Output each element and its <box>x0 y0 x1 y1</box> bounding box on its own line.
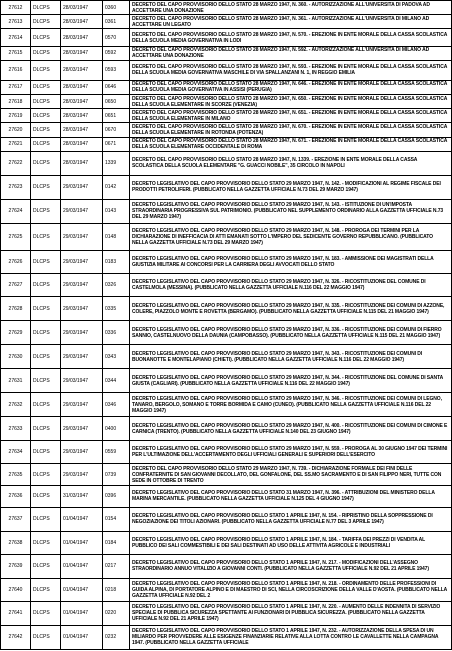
table-row <box>1 15 452 29</box>
record-id-cell: 27641 <box>1 601 31 625</box>
record-id-cell: 27637 <box>1 507 31 531</box>
act-type-cell: DLCPS <box>31 94 61 108</box>
table-row <box>1 274 452 297</box>
act-number-cell: 0336 <box>103 321 130 345</box>
act-type-cell: DLCPS <box>31 123 61 137</box>
table-row <box>1 417 452 441</box>
record-id-cell: 27618 <box>1 94 31 108</box>
act-number-cell: 0218 <box>103 578 130 601</box>
table-row <box>1 46 452 60</box>
table-row <box>1 80 452 94</box>
record-id-cell: 27639 <box>1 554 31 578</box>
table-row <box>1 94 452 108</box>
record-id-cell: 27623 <box>1 175 31 199</box>
act-number-cell: 0360 <box>103 1 130 15</box>
act-date-cell: 01/04/1947 <box>61 578 103 601</box>
act-date-cell: 31/03/1947 <box>61 486 103 508</box>
act-date-cell: 29/03/1947 <box>61 297 103 321</box>
act-number-cell: 1339 <box>103 151 130 175</box>
record-id-cell: 27614 <box>1 29 31 46</box>
record-id-cell: 27627 <box>1 274 31 297</box>
act-date-cell: 28/03/1947 <box>61 123 103 137</box>
act-number-cell: 0343 <box>103 345 130 369</box>
table-row <box>1 601 452 625</box>
act-number-cell: 0396 <box>103 486 130 508</box>
act-date-cell: 29/03/1947 <box>61 274 103 297</box>
record-id-cell: 27624 <box>1 199 31 223</box>
act-type-cell: DLCPS <box>31 464 61 486</box>
record-id-cell: 27615 <box>1 46 31 60</box>
record-id-cell: 27635 <box>1 464 31 486</box>
table-row <box>1 464 452 486</box>
act-title-cell: DECRETO DEL CAPO PROVVISORIO DELLO STATO 28 MARZO 1947, N. 570. - EREZIONE IN ENTE MORALE DELLA CASSA SCOLASTICA DELLA SCUOLA MEDIA GOVERNATIVA IN LODI <box>130 29 452 46</box>
act-title-cell: DECRETO DEL CAPO PROVVISORIO DELLO STATO 28 MARZO 1947, N. 593. - EREZIONE IN ENTE MORALE DELLA CASSA SCOLASTICA DELLA SCUOLA MEDIA GOVERNATIVA MASCHILE DI VIA SPALLANZANI N. 1, IN REGGIO EMILIA <box>130 61 452 81</box>
act-date-cell: 28/03/1947 <box>61 29 103 46</box>
act-number-cell: 0651 <box>103 109 130 123</box>
record-id-cell: 27629 <box>1 321 31 345</box>
record-id-cell: 27613 <box>1 15 31 29</box>
table-row <box>1 61 452 81</box>
table-row <box>1 507 452 531</box>
record-id-cell: 27630 <box>1 345 31 369</box>
act-date-cell: 01/04/1947 <box>61 507 103 531</box>
act-type-cell: DLCPS <box>31 417 61 441</box>
record-id-cell: 27616 <box>1 61 31 81</box>
act-title-cell: DECRETO DEL CAPO PROVVISORIO DELLO STATO 28 MARZO 1947, N. 651. - EREZIONE IN ENTE MORALE DELLA CASSA SCOLASTICA DELLA SCUOLA ELEMENTARE IN MILANO <box>130 109 452 123</box>
record-id-cell: 27640 <box>1 578 31 601</box>
act-type-cell: DLCPS <box>31 601 61 625</box>
table-row <box>1 393 452 417</box>
act-type-cell: DLCPS <box>31 137 61 151</box>
table-row <box>1 554 452 578</box>
act-number-cell: 0592 <box>103 46 130 60</box>
act-number-cell: 0400 <box>103 417 130 441</box>
act-title-cell: DECRETO LEGISLATIVO DEL CAPO PROVVISORIO DELLO STATO 29 MARZO 1947, N. 344. - RICOSTITUZIONE DEL COMUNE DI SANTA GIUSTA (CAGLIARI). (PUBBLICATO NELLA GAZZETTA UFFICIALE N.116 DEL 22 MAGGIO 1947) <box>130 369 452 393</box>
act-number-cell: 0143 <box>103 199 130 223</box>
act-type-cell: DLCPS <box>31 46 61 60</box>
record-id-cell: 27620 <box>1 123 31 137</box>
record-id-cell: 27636 <box>1 486 31 508</box>
act-title-cell: DECRETO LEGISLATIVO DEL CAPO PROVVISORIO DELLO STATO 29 MARZO 1947, N. 143. - ISTITUZIONE DI UN'IMPOSTA STRAORDINARIA PROGRESSIVA SUL PATRIMONIO. (PUBBLICATO NEL SUPPLEMENTO ORDINARIO ALLA GAZZETTA UFFICIALE N.73 DEL 29 MARZO 1947) <box>130 199 452 223</box>
act-number-cell: 0183 <box>103 251 130 274</box>
act-date-cell: 29/03/1947 <box>61 321 103 345</box>
act-title-cell: DECRETO LEGISLATIVO DEL CAPO PROVVISORIO DELLO STATO 29 MARZO 1947, N. 326. - RICOSTITUZIONE DEL COMUNE DI CASTELMOLA (MESSINA). (PUBBLICATO NELLA GAZZETTA UFFICIALE N.116 DEL 22 MAGGIO 1947) <box>130 274 452 297</box>
record-id-cell: 27632 <box>1 393 31 417</box>
act-number-cell: 0570 <box>103 29 130 46</box>
act-number-cell: 0148 <box>103 223 130 250</box>
table-row <box>1 297 452 321</box>
act-title-cell: DECRETO LEGISLATIVO DEL CAPO PROVVISORIO DELLO STATO 29 MARZO 1947, N. 335. - RICOSTITUZIONE DEI COMUNI DI AZZONE, COLERE, PIAZZOLO MONTE E ROVETTA (BERGAMO). (PUBBLICATO NELLA GAZZETTA UFFICIALE N.115 DEL 21 MAGGIO 1947) <box>130 297 452 321</box>
act-type-cell: DLCPS <box>31 15 61 29</box>
act-date-cell: 29/03/1947 <box>61 417 103 441</box>
act-date-cell: 29/03/1947 <box>61 251 103 274</box>
act-number-cell: 0335 <box>103 297 130 321</box>
act-title-cell: DECRETO DEL CAPO PROVVISORIO DELLO STATO 28 MARZO 1947, N. 671. - EREZIONE IN ENTE MORALE DELLA CASSA SCOLASTICA DELLA SCUOLA ELEMENTARE OCCIDENTALE DI ROMA <box>130 137 452 151</box>
table-row <box>1 345 452 369</box>
act-title-cell: DECRETO LEGISLATIVO DEL CAPO PROVVISORIO DELLO STATO 29 MARZO 1947, N. 183. - AMMISSIONE DEI MAGISTRATI DELLA GIUSTIZIA MILITARE AI CONCORSI PER LA CARRIERA DEGLI AVVOCATI DELLO STATO <box>130 251 452 274</box>
act-date-cell: 29/03/1947 <box>61 175 103 199</box>
act-title-cell: DECRETO LEGISLATIVO DEL CAPO PROVVISORIO DELLO STATO 29 MARZO 1947, N. 148. - PROROGA DEI TERMINI PER LA DICHIARAZIONE DI INEFFICACIA DI ATTI EMANATI SOTTO L'IMPERO DEL SEDICENTE GOVERNO REPUBBLICANO. (PUBBLICATO NELLA GAZZETTA UFFICIALE N.73 DEL 29 MARZO 1947) <box>130 223 452 250</box>
act-date-cell: 28/03/1947 <box>61 80 103 94</box>
act-date-cell: 29/03/1947 <box>61 345 103 369</box>
act-date-cell: 29/03/1947 <box>61 393 103 417</box>
act-title-cell: DECRETO DEL CAPO PROVVISORIO DELLO STATO 28 MARZO 1947, N. 360. - AUTORIZZAZIONE ALL'UNIVERSITA DI PADOVA AD ACCETTARE UNA DONAZIONE <box>130 1 452 15</box>
act-type-cell: DLCPS <box>31 507 61 531</box>
record-id-cell: 27631 <box>1 369 31 393</box>
record-id-cell: 27622 <box>1 151 31 175</box>
act-number-cell: 0217 <box>103 554 130 578</box>
record-id-cell: 27617 <box>1 80 31 94</box>
act-title-cell: DECRETO DEL CAPO PROVVISORIO DELLO STATO 29 MARZO 1947, N. 739. - DICHIARAZIONE FORMALE DEI FINI DELLE CONFRATERNITE DI SAN GIOVANNI DECOLLATO, DEL GONFALONE, DEL SS.MO SACRAMENTO E DI SAN FILIPPO NERI, TUTTE CON SEDE IN OTTOBRE DI TRENTO <box>130 464 452 486</box>
act-number-cell: 0184 <box>103 531 130 554</box>
table-row <box>1 175 452 199</box>
act-type-cell: DLCPS <box>31 109 61 123</box>
act-number-cell: 0671 <box>103 137 130 151</box>
act-date-cell: 28/03/1947 <box>61 1 103 15</box>
act-number-cell: 0344 <box>103 369 130 393</box>
act-date-cell: 28/03/1947 <box>61 94 103 108</box>
act-type-cell: DLCPS <box>31 274 61 297</box>
table-row <box>1 199 452 223</box>
act-title-cell: DECRETO DEL CAPO PROVVISORIO DELLO STATO 28 MARZO 1947, N. 361. - AUTORIZZAZIONE ALL'UNIVERSITA DI MILANO AD ACCETTARE UN LEGATO <box>130 15 452 29</box>
record-id-cell: 27634 <box>1 441 31 464</box>
record-id-cell: 27619 <box>1 109 31 123</box>
act-title-cell: DECRETO LEGISLATIVO DEL CAPO PROVVISORIO DELLO STATO 29 MARZO 1947, N. 336. - RICOSTITUZIONE DEI COMUNI DI FIERRO SANNIO, CASTELNUOVO DELLA DAUNIA (CAMPOBASSO). (PUBBLICATO NELLA GAZZETTA UFFICIALE N.115 DEL 21 MAGGIO 1947) <box>130 321 452 345</box>
act-type-cell: DLCPS <box>31 578 61 601</box>
act-type-cell: DLCPS <box>31 151 61 175</box>
record-id-cell: 27628 <box>1 297 31 321</box>
act-type-cell: DLCPS <box>31 531 61 554</box>
act-type-cell: DLCPS <box>31 345 61 369</box>
act-title-cell: DECRETO LEGISLATIVO DEL CAPO PROVVISORIO DELLO STATO 1 APRILE 1947, N. 218. - ORDINAMENTO DELLE PROFESSIONI DI GUIDA ALPINA, DI PORTATORE ALPINO E DI MAESTRO DI SCI, NELLA CIRCOSCRIZIONE DELLA VALLE D'AOSTA. (PUBBLICATO NELLA GAZZETTA UFFICIALE N.92 DEL 2 <box>130 578 452 601</box>
act-type-cell: DLCPS <box>31 175 61 199</box>
act-title-cell: DECRETO DEL CAPO PROVVISORIO DELLO STATO 28 MARZO 1947, N. 1339. - EREZIONE IN ENTE MORALE DELLA CASSA SCOLASTICA DELLA SCUOLA ELEMENTARE "G. GUACCI NOBILE", 35 CIRCOLO IN NAPOLI <box>130 151 452 175</box>
act-date-cell: 29/03/1947 <box>61 464 103 486</box>
act-date-cell: 28/03/1947 <box>61 61 103 81</box>
act-title-cell: DECRETO LEGISLATIVO DEL CAPO PROVVISORIO DELLO STATO 29 MARZO 1947, N. 346. - RICOSTITUZIONE DEI COMUNI DI LEGNO, TANARO, BERGOLO, SOMANO E TORRE BORMIDA E CAMO (CUNEO). (PUBBLICATO NELLA GAZZETTA UFFICIALE N.116 DEL 22 MAGGIO 1947) <box>130 393 452 417</box>
act-type-cell: DLCPS <box>31 29 61 46</box>
act-date-cell: 01/04/1947 <box>61 554 103 578</box>
act-title-cell: DECRETO LEGISLATIVO DEL CAPO PROVVISORIO DELLO STATO 29 MARZO 1947, N. 142. - MODIFICAZIONI AL REGIME FISCALE DEI PRODOTTI PETROLIFERI. (PUBBLICATO NELLA GAZZETTA UFFICIALE N.73 DEL 29 MARZO 1947) <box>130 175 452 199</box>
act-date-cell: 28/03/1947 <box>61 46 103 60</box>
act-title-cell: DECRETO LEGISLATIVO DEL CAPO PROVVISORIO DELLO STATO 1 APRILE 1947, N. 232. - AUTORIZZAZIONE DELLA SPESA DI UN MILIARDO PER PROVVEDERE ALLE ESIGENZE FINANZIARIE RELATIVE ALLA LOTTA CONTRO LE CAVALLETTE NELLA CAMPAGNA 1947. (PUBBLICATO NELLA GAZZETTA UFFICIALE <box>130 625 452 649</box>
act-type-cell: DLCPS <box>31 441 61 464</box>
table-row <box>1 151 452 175</box>
act-date-cell: 29/03/1947 <box>61 199 103 223</box>
table-row <box>1 486 452 508</box>
act-number-cell: 0361 <box>103 15 130 29</box>
table-row <box>1 441 452 464</box>
act-number-cell: 0346 <box>103 393 130 417</box>
act-title-cell: DECRETO LEGISLATIVO DEL CAPO PROVVISORIO DELLO STATO 29 MARZO 1947, N. 343. - RICOSTITUZIONE DEI COMUNI DI BUONANOTTE E MONTELAPIANO (CHIETI). (PUBBLICATO NELLA GAZZETTA UFFICIALE N.116 DEL 22 MAGGIO 1947) <box>130 345 452 369</box>
act-title-cell: DECRETO DEL CAPO PROVVISORIO DELLO STATO 28 MARZO 1947, N. 670. - EREZIONE IN ENTE MORALE DELLA CASSA SCOLASTICA DELLA SCUOLA ELEMENTARE IN ROTONDA (POTENZA) <box>130 123 452 137</box>
act-type-cell: DLCPS <box>31 61 61 81</box>
act-date-cell: 01/04/1947 <box>61 531 103 554</box>
decree-table-body <box>1 1 452 650</box>
record-id-cell: 27621 <box>1 137 31 151</box>
act-number-cell: 0154 <box>103 507 130 531</box>
act-number-cell: 0142 <box>103 175 130 199</box>
act-type-cell: DLCPS <box>31 297 61 321</box>
act-type-cell: DLCPS <box>31 369 61 393</box>
act-number-cell: 0650 <box>103 94 130 108</box>
record-id-cell: 27625 <box>1 223 31 250</box>
act-number-cell: 0220 <box>103 601 130 625</box>
act-number-cell: 0326 <box>103 274 130 297</box>
act-number-cell: 0559 <box>103 441 130 464</box>
act-date-cell: 28/03/1947 <box>61 109 103 123</box>
act-date-cell: 29/03/1947 <box>61 223 103 250</box>
act-date-cell: 28/03/1947 <box>61 15 103 29</box>
table-row <box>1 321 452 345</box>
act-date-cell: 28/03/1947 <box>61 137 103 151</box>
act-date-cell: 01/04/1947 <box>61 601 103 625</box>
table-row <box>1 123 452 137</box>
act-date-cell: 29/03/1947 <box>61 369 103 393</box>
act-type-cell: DLCPS <box>31 321 61 345</box>
table-row <box>1 251 452 274</box>
record-id-cell: 27612 <box>1 1 31 15</box>
act-date-cell: 28/03/1947 <box>61 151 103 175</box>
table-row <box>1 625 452 649</box>
act-title-cell: DECRETO LEGISLATIVO DEL CAPO PROVVISORIO DELLO STATO 31 MARZO 1947, N. 396. - ATTRIBUZIONI DEL MINISTERO DELLA MARINA MERCANTILE. (PUBBLICATO NELLA GAZZETTA UFFICIALE N.125 DEL 4 GIUGNO 1947) <box>130 486 452 508</box>
act-title-cell: DECRETO LEGISLATIVO DEL CAPO PROVVISORIO DELLO STATO 29 MARZO 1947, N. 559. - PROROGA AL 30 GIUGNO 1947 DEI TERMINI PER L'ULTIMAZIONE DELL'ACCERTAMENTO DEGLI UFFICIALI GENERALI E SUPERIORI DELL'ESERCITO <box>130 441 452 464</box>
act-type-cell: DLCPS <box>31 625 61 649</box>
act-type-cell: DLCPS <box>31 80 61 94</box>
record-id-cell: 27642 <box>1 625 31 649</box>
act-type-cell: DLCPS <box>31 486 61 508</box>
act-type-cell: DLCPS <box>31 393 61 417</box>
act-type-cell: DLCPS <box>31 223 61 250</box>
act-date-cell: 29/03/1947 <box>61 441 103 464</box>
table-row <box>1 369 452 393</box>
table-row <box>1 223 452 250</box>
record-id-cell: 27633 <box>1 417 31 441</box>
table-row <box>1 109 452 123</box>
act-number-cell: 0593 <box>103 61 130 81</box>
act-title-cell: DECRETO DEL CAPO PROVVISORIO DELLO STATO 28 MARZO 1947, N. 650. - EREZIONE IN ENTE MORALE DELLA CASSA SCOLASTICA DELLA SCUOLA ELEMENTARE IN SCORZE (VENEZIA) <box>130 94 452 108</box>
table-row <box>1 531 452 554</box>
act-number-cell: 0670 <box>103 123 130 137</box>
act-type-cell: DLCPS <box>31 554 61 578</box>
act-number-cell: 0739 <box>103 464 130 486</box>
act-title-cell: DECRETO LEGISLATIVO DEL CAPO PROVVISORIO DELLO STATO 1 APRILE 1947, N. 154. - RIPRISTINO DELLA SOPPRESSIONE DI NEGOZIAZIONE DEI TITOLI AZIONARI. (PUBBLICATO NELLA GAZZETTA UFFICIALE N.77 DEL 3 APRILE 1947) <box>130 507 452 531</box>
act-title-cell: DECRETO LEGISLATIVO DEL CAPO PROVVISORIO DELLO STATO 29 MARZO 1947, N. 400. - RICOSTITUZIONE DEI COMUNI DI CIMONE E CARNICA (TRENTO). (PUBBLICATO NELLA GAZZETTA UFFICIALE N.140 DEL 23 GIUGNO 1947) <box>130 417 452 441</box>
record-id-cell: 27638 <box>1 531 31 554</box>
table-row <box>1 578 452 601</box>
act-title-cell: DECRETO DEL CAPO PROVVISORIO DELLO STATO 28 MARZO 1947, N. 646. - EREZIONE IN ENTE MORALE DELLA CASSA SCOLASTICA DELLA SCUOLA MEDIA GOVERNATIVA IN ASSISI (PERUGIA) <box>130 80 452 94</box>
act-title-cell: DECRETO DEL CAPO PROVVISORIO DELLO STATO 28 MARZO 1947, N. 592. - AUTORIZZAZIONE ALL'UNIVERSITA DI MILANO AD ACCETTARE UNA DONAZIONE <box>130 46 452 60</box>
record-id-cell: 27626 <box>1 251 31 274</box>
act-date-cell: 01/04/1947 <box>61 625 103 649</box>
act-type-cell: DLCPS <box>31 1 61 15</box>
act-title-cell: DECRETO LEGISLATIVO DEL CAPO PROVVISORIO DELLO STATO 1 APRILE 1947, N. 220. - AUMENTO DELLE INDENNITA DI SERVIZIO SPECIALE DI PUBBLICA SICUREZZA SPETTANTE AI FUNZIONARI DI PUBBLICA SICUREZZA. (PUBBLICATO NELLA GAZZETTA UFFICIALE N.92 DEL 21 APRILE 1947) <box>130 601 452 625</box>
table-row <box>1 29 452 46</box>
act-number-cell: 0646 <box>103 80 130 94</box>
table-row <box>1 1 452 15</box>
act-type-cell: DLCPS <box>31 251 61 274</box>
table-row <box>1 137 452 151</box>
act-title-cell: DECRETO LEGISLATIVO DEL CAPO PROVVISORIO DELLO STATO 1 APRILE 1947, N. 217. - MODIFICAZIONI DELL'ASSEGNO STRAORDINARIO ANNUO VITALIZIO A GIOVANNI CONTI. (PUBBLICATO NELLA GAZZETTA UFFICIALE N.92 DEL 21 APRILE 1947) <box>130 554 452 578</box>
act-title-cell: DECRETO LEGISLATIVO DEL CAPO PROVVISORIO DELLO STATO 1 APRILE 1947, N. 184. - TARIFFA DEI PREZZI DI VENDITA AL PUBBLICO DEI SALI COMMESTIBILI E DEI SALI DESTINATI AD USO DELLE ATTIVITA AGRICOLE E INDUSTRIALI <box>130 531 452 554</box>
act-type-cell: DLCPS <box>31 199 61 223</box>
act-number-cell: 0232 <box>103 625 130 649</box>
